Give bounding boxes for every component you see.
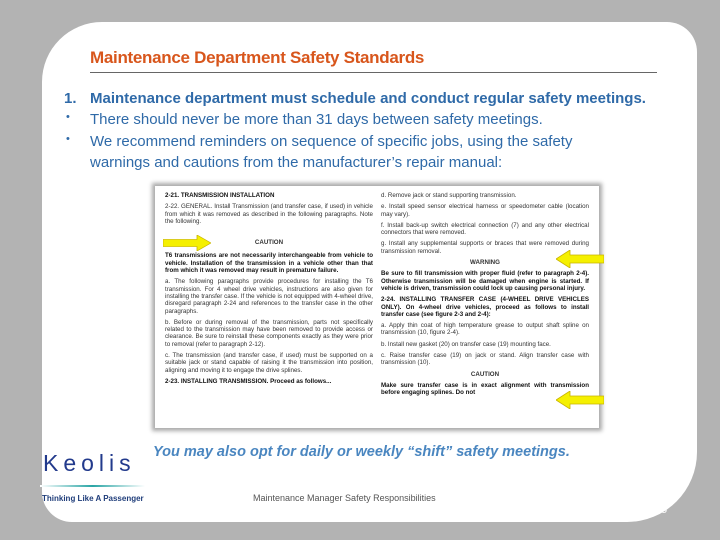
point-3-cont: warnings and cautions from the manufacturer’s repair manual: — [90, 154, 503, 171]
shift-meetings-note: You may also opt for daily or weekly “shift” safety meetings. — [153, 444, 570, 460]
doc-warning-text: Be sure to fill transmission with proper fluid (refer to paragraph 2-4). Otherwise transmission will be damaged when engine is started. If vehicle is driven, transmission could lock up causing personal injury. — [381, 270, 589, 292]
point-1: Maintenance department must schedule and conduct regular safety meetings. — [90, 90, 646, 107]
doc-heading: 2-23. INSTALLING TRANSMISSION. Proceed as follows... — [165, 377, 332, 385]
manual-excerpt-image — [155, 186, 599, 428]
logo-swoosh — [40, 485, 145, 487]
bullet: • — [66, 133, 70, 145]
doc-para: e. Install speed sensor electrical harness or speedometer cable (location may vary). — [381, 203, 589, 218]
doc-para: 2-22. GENERAL. Install Transmission (and transfer case, if used) in vehicle from which it was removed as described in the following paragraphs. Note the following. — [165, 203, 373, 225]
slide-number: 5 — [661, 504, 668, 516]
doc-para: b. Install new gasket (20) on transfer case (19) mounting face. — [381, 340, 551, 348]
slide-footer: Maintenance Manager Safety Responsibilities — [253, 493, 436, 503]
doc-caution-text: T6 transmissions are not necessarily interchangeable from vehicle to vehicle. Installation of the transmission in a vehicle other than that from which it was removed may result in premature failure. — [165, 252, 373, 275]
arrow-right-icon — [163, 235, 211, 251]
arrow-left-icon — [556, 250, 604, 268]
doc-heading: 2-21. TRANSMISSION INSTALLATION — [165, 192, 275, 199]
doc-caution-text: Make sure transfer case is in exact alignment with transmission before engaging splines. Do not — [381, 381, 589, 397]
doc-para: a. Apply thin coat of high temperature grease to output shaft spline on transmission (10, figure 2-4). — [381, 322, 589, 337]
arrow-left-icon — [556, 391, 604, 409]
doc-heading: 2-24. INSTALLING TRANSFER CASE (4-WHEEL DRIVE VEHICLES ONLY). On 4-wheel drive vehicles, proceed as follows to install transfer case (see figure 2-3 and 2-4): — [381, 296, 589, 318]
doc-para: d. Remove jack or stand supporting transmission. — [381, 192, 517, 199]
logo-tagline: Thinking Like A Passenger — [42, 494, 144, 503]
list-marker: 1. — [64, 90, 77, 107]
doc-para: c. The transmission (and transfer case, if used) must be supported on a suitable jack or stand capable of raising it the transmission into position, aligning and moving it to engage the drive splines. — [165, 352, 373, 374]
doc-caution: CAUTION — [254, 239, 284, 247]
doc-para: f. Install back-up switch electrical connection (7) and any other electrical connectors that were removed. — [381, 221, 589, 237]
point-2: There should never be more than 31 days between safety meetings. — [90, 111, 543, 128]
keolis-logo: Keolis — [43, 450, 136, 476]
doc-warning: WARNING — [470, 259, 500, 267]
doc-para: b. Before or during removal of the transmission, parts not specifically related to the transmission may have been removed to provide access or clearance. Be sure to reinstall these components exactly as they were prior to removal (refer to paragraph 2-12). — [165, 318, 373, 348]
doc-para: a. The following paragraphs provide procedures for installing the T6 transmission. For 4 wheel drive vehicles, instructions are also given for installing the transfer case. If the vehicle is not equipped with 4-wheel drive, disregard paragraph 2-24 and references to the transfer case in the other paragraphs. — [165, 278, 373, 315]
doc-caution: CAUTION — [470, 370, 500, 378]
point-3: We recommend reminders on sequence of specific jobs, using the safety — [90, 133, 573, 150]
doc-para: c. Raise transfer case (19) on jack or stand. Align transfer case with transmission (10). — [381, 352, 589, 367]
slide-title: Maintenance Department Safety Standards — [90, 48, 425, 67]
title-divider — [90, 72, 657, 73]
doc-para: g. Install any supplemental supports or braces that were removed during transmission removal. — [381, 240, 589, 255]
bullet: • — [66, 111, 70, 123]
